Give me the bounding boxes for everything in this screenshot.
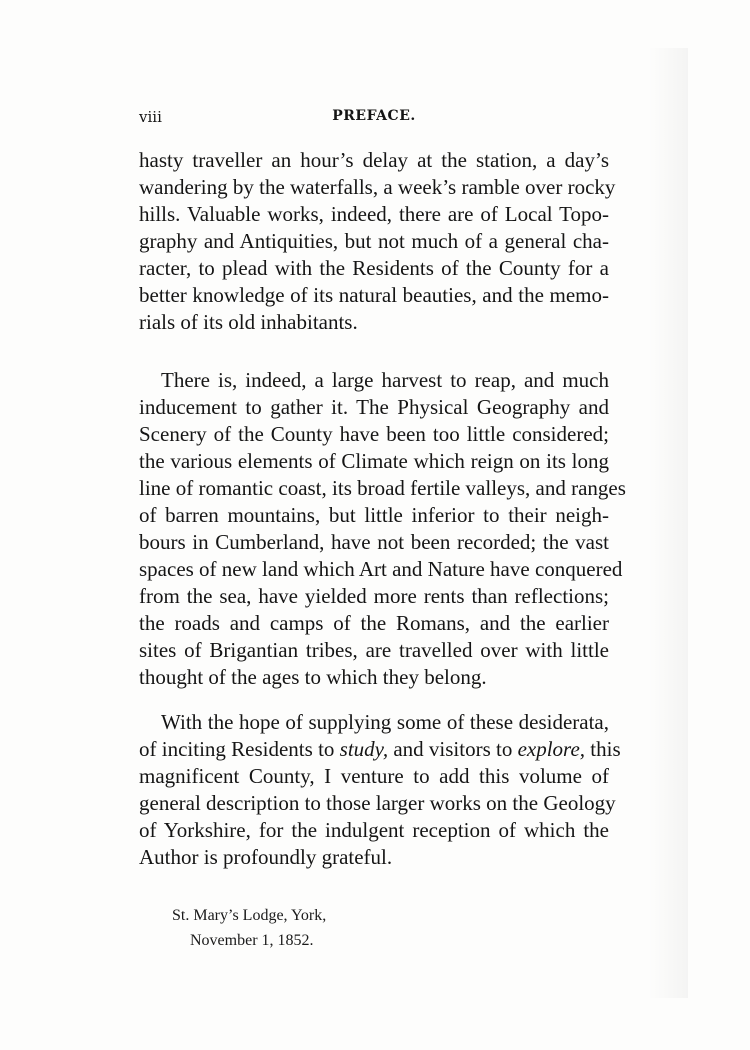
paragraph-line: general description to those larger works on the Geology <box>139 791 616 815</box>
paragraph-line: racter, to plead with the Residents of the County for a <box>139 256 609 280</box>
page-header <box>139 108 609 138</box>
paragraph-line: wandering by the waterfalls, a week’s ramble over rocky <box>139 175 616 199</box>
paragraph-line: inducement to gather it. The Physical Geography and <box>139 395 609 419</box>
paragraph-line: There is, indeed, a large harvest to reap, and much <box>161 368 609 392</box>
paragraph-line: from the sea, have yielded more rents than reflections; <box>139 584 609 608</box>
paragraph-line: line of romantic coast, its broad fertile valleys, and ranges <box>139 476 626 500</box>
paragraph-line: hills. Valuable works, indeed, there are of Local Topo- <box>139 202 609 226</box>
paragraph-line: With the hope of supplying some of these desiderata, <box>161 710 609 734</box>
paragraph-line: sites of Brigantian tribes, are travelled over with little <box>139 638 609 662</box>
paragraph-line: Author is profoundly grateful. <box>139 845 393 869</box>
italic-word-study: study, <box>339 737 389 761</box>
text-run: this <box>585 737 621 761</box>
paragraph-line: magnificent County, I venture to add this volume of <box>139 764 609 788</box>
paragraph-line: of Yorkshire, for the indulgent reception of which the <box>139 818 609 842</box>
paragraph-line: the various elements of Climate which reign on its long <box>139 449 609 473</box>
paragraph-line: rials of its old inhabitants. <box>139 310 358 334</box>
running-head: PREFACE. <box>332 108 416 124</box>
paragraph-line: thought of the ages to which they belong. <box>139 665 487 689</box>
paragraph-line: Scenery of the County have been too little considered; <box>139 422 609 446</box>
paragraph-line: spaces of new land which Art and Nature have conquered <box>139 557 623 581</box>
page-number: viii <box>139 108 162 126</box>
italic-word-explore: explore, <box>517 737 586 761</box>
paragraph-line <box>139 736 621 763</box>
paragraph-1 <box>139 147 616 336</box>
text-run: and visitors to <box>388 737 518 761</box>
paragraph-2 <box>139 367 626 691</box>
signature-date: November 1, 1852. <box>190 932 314 949</box>
paragraph-line: bours in Cumberland, have not been recorded; the vast <box>139 530 609 554</box>
paragraph-line: hasty traveller an hour’s delay at the station, a day’s <box>139 148 609 172</box>
paragraph-line: the roads and camps of the Romans, and the earlier <box>139 611 609 635</box>
paragraph-3 <box>139 709 621 871</box>
paragraph-line: graphy and Antiquities, but not much of a general cha- <box>139 229 609 253</box>
paragraph-line: of barren mountains, but little inferior to their neigh- <box>139 503 609 527</box>
text-run: of inciting Residents to <box>139 737 340 761</box>
signature-place: St. Mary’s Lodge, York, <box>172 907 327 924</box>
scan-shading <box>648 48 688 998</box>
paragraph-line: better knowledge of its natural beauties, and the memo- <box>139 283 609 307</box>
